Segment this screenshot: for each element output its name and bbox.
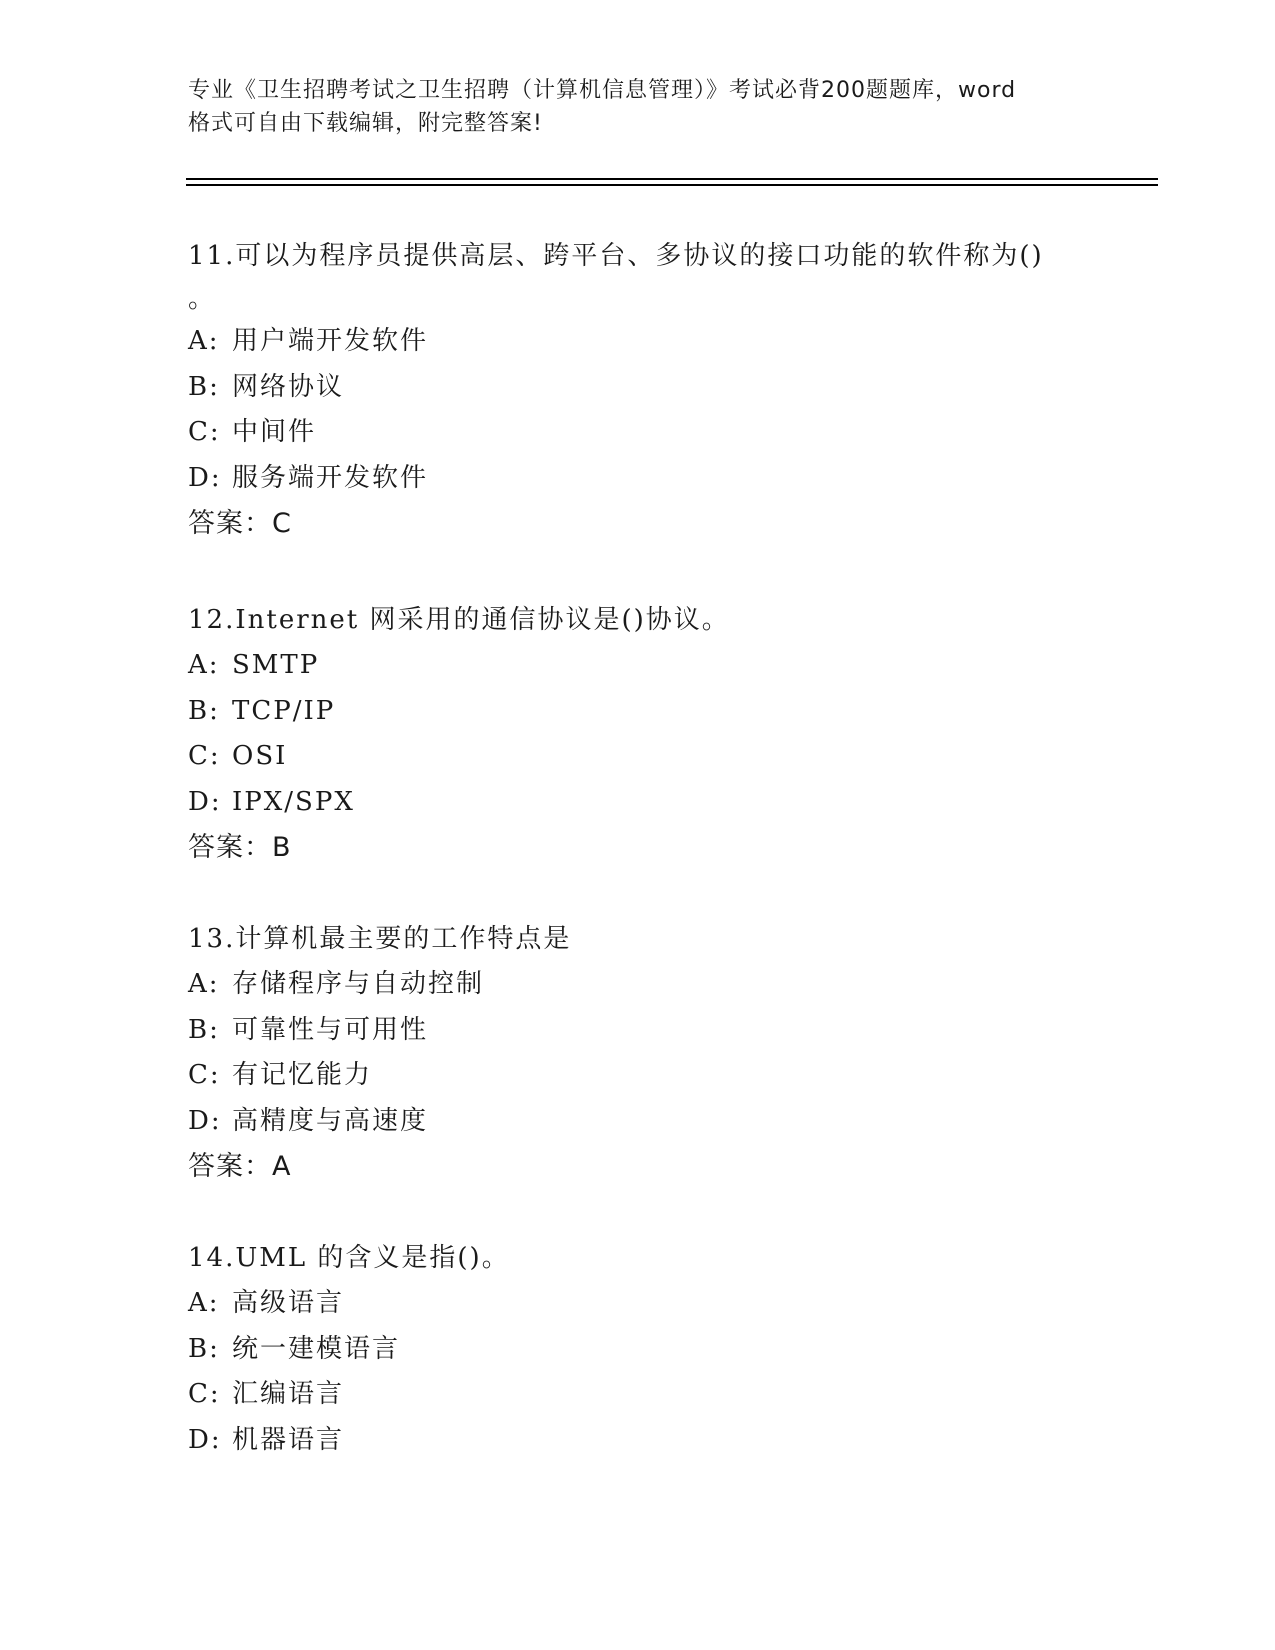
option-d [188, 456, 1148, 502]
option-text: 有记忆能力 [232, 1060, 373, 1090]
option-letter: A: [188, 969, 220, 999]
option-text: 汇编语言 [232, 1379, 345, 1409]
option-letter: C: [188, 1060, 221, 1090]
option-a [188, 1281, 1148, 1327]
option-letter: A: [188, 326, 220, 356]
option-text: IPX/SPX [232, 786, 355, 817]
question-stem: 14.UML 的含义是指()。 [188, 1243, 510, 1273]
option-c [188, 1372, 1148, 1418]
option-c [188, 1053, 1148, 1099]
option-text: 机器语言 [232, 1424, 345, 1455]
question-12 [188, 598, 1148, 870]
question-stem: 11.可以为程序员提供高层、跨平台、多协议的接口功能的软件称为() [188, 241, 1044, 271]
option-text: 服务端开发软件 [232, 462, 429, 493]
option-letter: A: [188, 1288, 220, 1318]
header-divider-top [186, 178, 1158, 180]
option-c [188, 734, 1148, 780]
option-b [188, 365, 1148, 411]
option-text: TCP/IP [232, 695, 336, 726]
option-b [188, 1008, 1148, 1054]
option-a [188, 643, 1148, 689]
option-text: SMTP [232, 650, 320, 680]
header-line-1: 专业《卫生招聘考试之卫生招聘（计算机信息管理）》考试必背200题题库，word [188, 78, 1017, 103]
option-letter: C: [188, 1379, 221, 1409]
header-divider-bottom [186, 184, 1158, 186]
option-text: 高级语言 [232, 1288, 345, 1318]
question-stem: 13.计算机最主要的工作特点是 [188, 924, 572, 954]
question-13 [188, 917, 1148, 1189]
header-line-2: 格式可自由下载编辑，附完整答案! [188, 111, 543, 136]
option-text: 存储程序与自动控制 [232, 969, 485, 999]
option-letter: D: [188, 1105, 222, 1136]
option-letter: D: [188, 1424, 222, 1455]
option-letter: A: [188, 650, 220, 680]
option-letter: B: [188, 1014, 220, 1045]
question-stem: 12.Internet 网采用的通信协议是()协议。 [188, 605, 730, 635]
answer-line: 答案：B [188, 832, 292, 863]
option-a [188, 319, 1148, 365]
option-letter: B: [188, 1333, 220, 1364]
option-letter: B: [188, 371, 220, 402]
option-text: 可靠性与可用性 [232, 1014, 429, 1045]
option-c [188, 410, 1148, 456]
option-d [188, 780, 1148, 826]
option-b [188, 689, 1148, 735]
answer-line: 答案：A [188, 1151, 292, 1182]
option-text: 高精度与高速度 [232, 1105, 429, 1136]
option-text: 统一建模语言 [232, 1333, 401, 1364]
option-d [188, 1099, 1148, 1145]
option-text: 中间件 [232, 417, 317, 447]
option-letter: B: [188, 695, 220, 726]
option-a [188, 962, 1148, 1008]
option-letter: D: [188, 786, 222, 817]
option-text: 网络协议 [232, 371, 345, 402]
option-text: OSI [232, 741, 288, 771]
option-text: 用户端开发软件 [232, 326, 429, 356]
question-14 [188, 1236, 1148, 1463]
document-header [188, 74, 1088, 140]
option-d [188, 1418, 1148, 1464]
question-11 [188, 234, 1148, 546]
option-b [188, 1327, 1148, 1373]
option-letter: C: [188, 741, 221, 771]
option-letter: C: [188, 417, 221, 447]
answer-line: 答案：C [188, 508, 292, 539]
question-stem-continuation: 。 [188, 284, 217, 314]
option-letter: D: [188, 462, 222, 493]
